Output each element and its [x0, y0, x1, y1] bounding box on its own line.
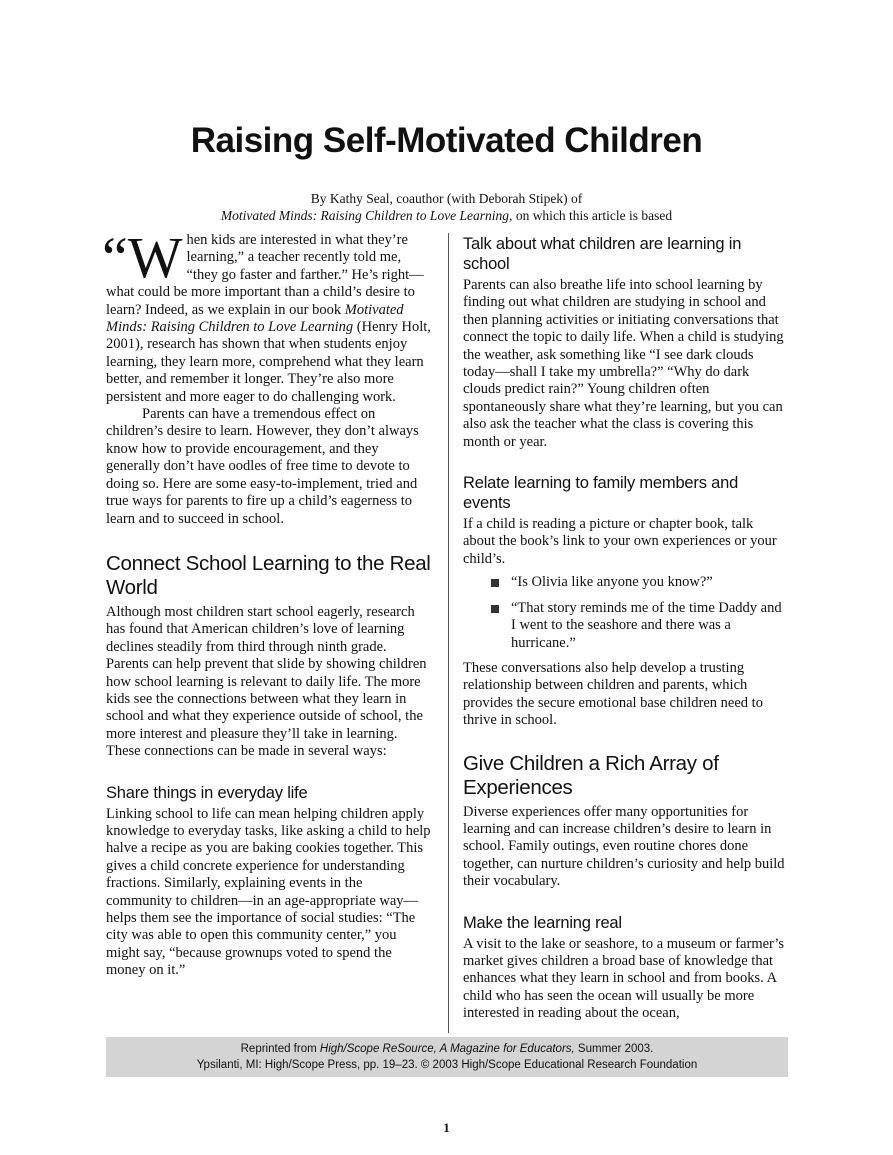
bullet-text: “Is Olivia like anyone you know?”: [511, 574, 713, 591]
drop-cap: [102, 225, 183, 290]
intro-book-title: Motivated Minds: Raising Children to Love Learning: [106, 301, 404, 336]
reprint-prefix: Reprinted from: [240, 1043, 320, 1055]
intro-paragraph: [102, 225, 432, 406]
body-share: Linking school to life can mean helping children apply knowledge to everyday tasks, like asking a child to help halve a recipe as you are baking cookies together. This gives a child concrete experience for understanding fractions. Similarly, explaining events in the community to children—in an age-appropriate way—helps them see the importance of social studies: “The city was able to open this community center,” you might say, “because grownups voted to spend the money on it.”: [106, 805, 431, 979]
bullet-item: [511, 574, 788, 591]
section-heading-experiences: Give Children a Rich Array of Experiences: [463, 751, 719, 799]
square-bullet-icon: [491, 579, 499, 587]
reprint-line-2: Ypsilanti, MI: High/Scope Press, pp. 19–23. © 2003 High/Scope Educational Research Foundation: [196, 1059, 698, 1071]
subheading-make-real: Make the learning real: [463, 913, 622, 932]
page-number: 1: [443, 1120, 450, 1135]
reprint-line-1: [106, 1041, 788, 1057]
bullet-text: “That story reminds me of the time Daddy and I went to the seashore and there was a hurricane.”: [511, 599, 782, 651]
intro-text-b: (Henry Holt, 2001), research has shown that when students enjoy learning, they learn more, comprehend what they learn better, and remember it longer. They’re also more persistent and more eager to do challenging work.: [106, 319, 431, 405]
subheading-relate: Relate learning to family members and events: [463, 474, 739, 513]
drop-cap-quote: “: [102, 225, 128, 290]
body-relate-after: These conversations also help develop a trusting relationship between children and parents, which provides the secure emotional base children need to thrive in school.: [463, 659, 763, 729]
bullet-item: [511, 600, 788, 652]
left-column: [102, 225, 432, 980]
body-talk: Parents can also breathe life into school learning by finding out what children are studying in school and then planning activities or initiating conversations that connect the topic to daily life. When a child is studying the weather, ask something like “I see dark clouds today—shall I take my umbrella?” “Why do dark clouds predict rain?” Young children often spontaneously share what they’re learning, but you can also ask the teacher what the class is covering this month or year.: [463, 277, 784, 450]
bullet-list: [463, 574, 788, 652]
subheading-share: Share things in everyday life: [106, 783, 308, 802]
column-divider: [448, 233, 449, 1033]
intro-text-a: hen kids are interested in what they’re learning,” a teacher recently told me, “they go faster and farther.” He’s right—what could be more important than a child’s desire to learn? Indeed, as we explain in our book: [106, 232, 424, 318]
drop-cap-letter: W: [127, 225, 183, 290]
byline: [0, 190, 893, 224]
section-body-experiences: Diverse experiences offer many opportunities for learning and can increase children’s desire to learn in school. Family outings, even routine chores done together, can nurture children’s curiosity and help build their vocabulary.: [463, 803, 785, 890]
byline-author: By Kathy Seal, coauthor (with Deborah Stipek) of: [310, 191, 583, 206]
right-column: [463, 234, 788, 1023]
section-heading-connect: Connect School Learning to the Real World: [106, 551, 431, 599]
body-make-real: A visit to the lake or seashore, to a museum or farmer’s market gives children a broad base of knowledge that enhances what they learn in school and from books. A child who has seen the ocean will usually be more interested in reading about the ocean,: [463, 935, 785, 1022]
section-body-connect: Although most children start school eagerly, research has found that American children’s love of learning declines steadily from third through ninth grade. Parents can help prevent that slide by showing children how school learning is relevant to daily life. The more kids see the connections between what they learn in school and what they experience outside of school, the more interest and pleasure they’ll take in learning. These connections can be made in several ways:: [106, 603, 427, 760]
reprint-notice: [106, 1037, 788, 1077]
byline-source-rest: on which this article is based: [512, 208, 673, 223]
intro-paragraph-2: Parents can have a tremendous effect on children’s desire to learn. However, they don’t always know how to provide encouragement, and they generally don’t have oodles of free time to devote to doing so. Here are some easy-to-implement, tried and true ways for parents to fire up a child’s eagerness to learn and to succeed in school.: [106, 406, 419, 527]
square-bullet-icon: [491, 605, 499, 613]
reprint-publication: High/Scope ReSource, A Magazine for Educators,: [319, 1043, 575, 1055]
reprint-date: Summer 2003.: [574, 1043, 654, 1055]
byline-book-title: Motivated Minds: Raising Children to Love Learning,: [220, 208, 513, 223]
subheading-talk: Talk about what children are learning in school: [463, 235, 742, 273]
body-relate: If a child is reading a picture or chapter book, talk about the book’s link to your own experiences or your child’s.: [463, 516, 777, 567]
byline-source: [0, 207, 893, 224]
article-title: Raising Self-Motivated Children: [190, 121, 703, 160]
